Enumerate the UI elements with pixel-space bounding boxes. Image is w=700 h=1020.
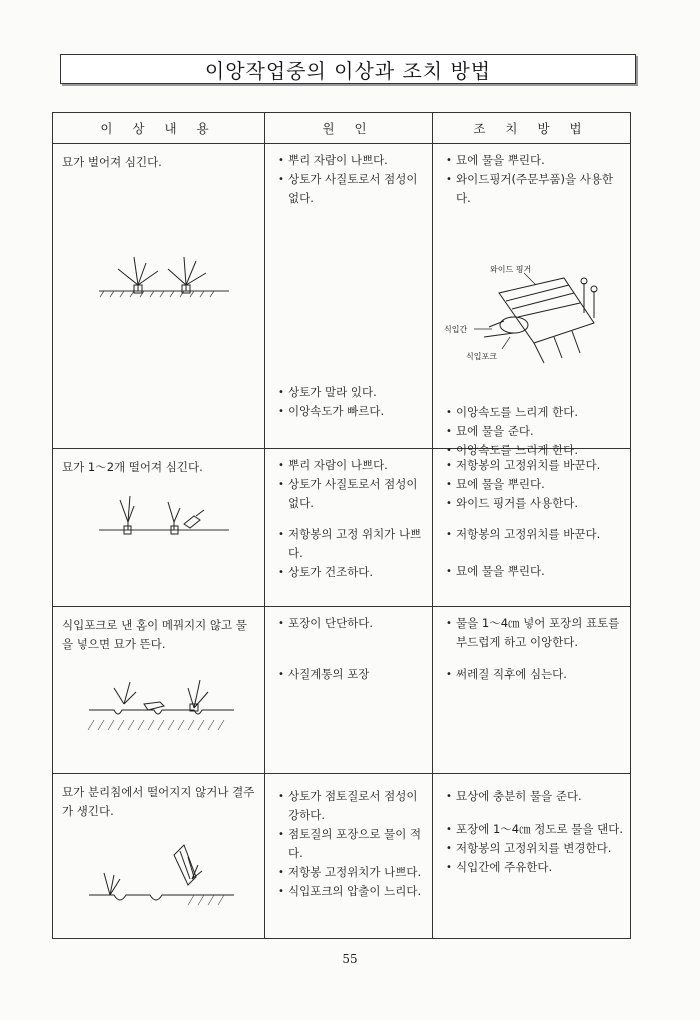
cause-item: • 상토가 사질토로서 점성이 없다. <box>280 475 425 513</box>
cause-item: • 뿌리 자람이 나쁘다. <box>280 456 425 475</box>
seedling-spread-figure <box>94 255 234 305</box>
action-item: • 묘상에 충분히 물을 준다. <box>448 787 623 806</box>
cause-cell <box>265 449 433 607</box>
cause-cell <box>265 607 433 774</box>
table-row <box>53 449 631 607</box>
header-action: 조 치 방 법 <box>433 113 631 144</box>
action-item: • 묘에 물을 준다. <box>448 422 617 441</box>
cause-cell <box>265 144 433 449</box>
header-cause: 원 인 <box>265 113 433 144</box>
table-row <box>53 607 631 774</box>
problem-text: 묘가 1～2개 떨어져 심긴다. <box>62 460 203 474</box>
action-cell <box>433 774 631 939</box>
cause-item: • 상토가 말라 있다. <box>280 383 419 402</box>
seedling-missing-figure <box>94 494 234 544</box>
cause-item: • 이앙속도가 빠르다. <box>280 402 419 421</box>
cause-item: • 뿌리 자람이 나쁘다. <box>280 151 425 170</box>
action-item: • 물을 1～4㎝ 넣어 포장의 표토를 부드럽게 하고 이앙한다. <box>448 614 623 652</box>
action-item: • 묘에 물을 뿌린다. <box>448 562 623 581</box>
cause-item: • 점토질의 포장으로 물이 적다. <box>280 825 425 863</box>
label-wide-finger: 와이드 핑거 <box>490 265 532 274</box>
cause-item: • 포장이 단단하다. <box>280 614 425 633</box>
action-cell <box>433 449 631 607</box>
page-title-box <box>60 54 636 84</box>
action-item: • 묘에 물을 뿌린다. <box>448 475 623 494</box>
table-row <box>53 774 631 939</box>
cause-item: • 저항봉 고정위치가 나쁘다. <box>280 863 425 882</box>
action-item: • 저항봉의 고정위치를 변경한다. <box>448 839 623 858</box>
label-planting-rod: 식입간 <box>444 325 468 334</box>
action-item: • 와이드 핑거를 사용한다. <box>448 494 623 513</box>
action-item: • 저항봉의 고정위치를 바꾼다. <box>448 525 623 544</box>
action-item: • 이앙속도를 느리게 한다. <box>448 403 617 422</box>
action-item: • 포장에 1～4㎝ 정도로 물을 댄다. <box>448 820 623 839</box>
problem-cell <box>53 607 265 774</box>
seedling-stuck-figure <box>84 835 244 915</box>
action-item: • 묘에 물을 뿌린다. <box>448 151 623 170</box>
cause-item: • 상토가 사질토로서 점성이 없다. <box>280 170 425 208</box>
cause-item: • 사질계통의 포장 <box>280 665 425 684</box>
table-header-row <box>53 113 631 144</box>
page-title: 이앙작업중의 이상과 조치 방법 <box>204 58 492 83</box>
cause-item: • 상토가 건조하다. <box>280 563 425 582</box>
action-item: • 와이드핑거(주문부품)을 사용한다. <box>448 170 623 208</box>
action-item: • 써레질 직후에 심는다. <box>448 665 623 684</box>
problem-cell <box>53 449 265 607</box>
action-cell <box>433 144 631 457</box>
action-cell <box>433 607 631 774</box>
problem-text: 묘가 벌어져 심긴다. <box>62 155 162 169</box>
cause-item: • 저항봉의 고정 위치가 나쁘다. <box>280 525 425 563</box>
action-item: • 저항봉의 고정위치를 바꾼다. <box>448 456 623 475</box>
problem-cell <box>53 774 265 939</box>
header-problem: 이 상 내 용 <box>53 113 265 144</box>
troubleshooting-table <box>52 112 631 939</box>
problem-cell <box>53 144 265 449</box>
cause-cell <box>265 774 433 939</box>
problem-text: 묘가 분리침에서 떨어지지 않거나 결주가 생긴다. <box>62 785 255 818</box>
cause-item: • 상토가 점토질로서 점성이 강하다. <box>280 787 425 825</box>
action-item: • 식입간에 주유한다. <box>448 858 623 877</box>
table-row <box>53 144 631 449</box>
wide-finger-figure <box>444 263 624 373</box>
problem-text: 식입포크로 낸 홈이 메꿔지지 않고 물을 넣으면 묘가 뜬다. <box>62 618 247 651</box>
seedling-floating-figure <box>84 674 244 738</box>
action-item: • 이앙속도를 느리게 한다. <box>448 441 617 460</box>
label-planting-fork: 식입포크 <box>466 352 497 361</box>
cause-item: • 식입포크의 압출이 느리다. <box>280 882 425 901</box>
page-number: 55 <box>342 952 358 966</box>
